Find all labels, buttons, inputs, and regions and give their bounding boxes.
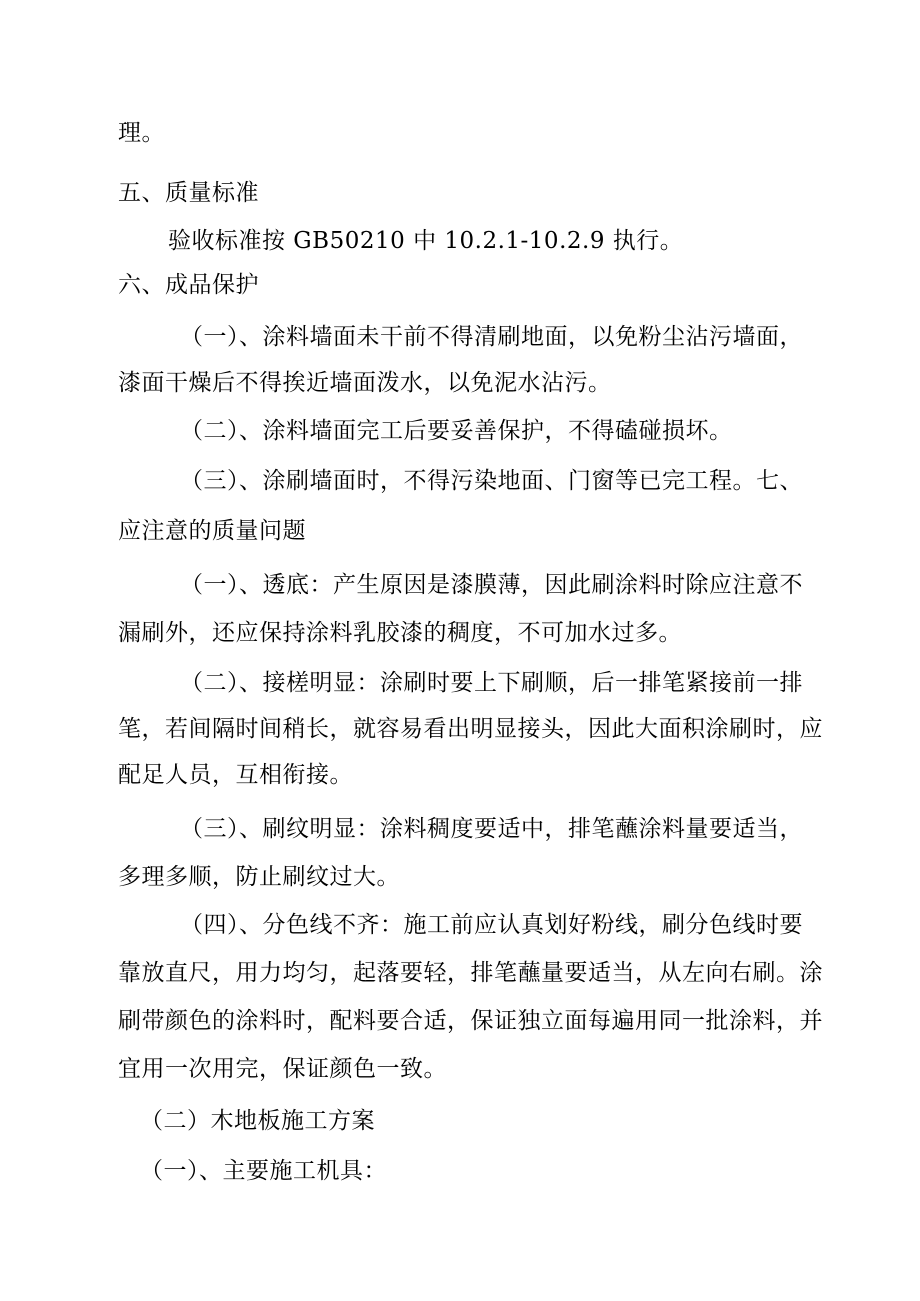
issue-2-line-3: 配足人员，互相衔接。 (118, 762, 353, 788)
paragraph-continuation: 理。 (118, 120, 165, 146)
protection-item-1-line-2: 漆面干燥后不得挨近墙面泼水，以免泥水沾污。 (118, 370, 612, 396)
section-heading-product-protection: 六、成品保护 (118, 272, 259, 298)
section-heading-quality-standard: 五、质量标准 (118, 180, 259, 206)
issue-3-line-2: 多理多顺，防止刷纹过大。 (118, 864, 400, 890)
issue-2-line-1: （二）、接槎明显：涂刷时要上下刷顺，后一排笔紧接前一排 (180, 670, 803, 696)
issue-4-line-2: 靠放直尺，用力均匀，起落要轻，排笔蘸量要适当，从左向右刷。涂 (118, 960, 823, 986)
protection-item-3-line-1: （三）、涂刷墙面时，不得污染地面、门窗等已完工程。七、 (180, 468, 803, 494)
subsection-heading-wood-floor: （二）木地板施工方案 (140, 1108, 375, 1134)
subsection-heading-main-tools: （一）、主要施工机具： (140, 1158, 387, 1184)
issue-1-line-2: 漏刷外，还应保持涂料乳胶漆的稠度，不可加水过多。 (118, 620, 682, 646)
issue-4-line-4: 宜用一次用完，保证颜色一致。 (118, 1056, 447, 1082)
section-heading-quality-issues: 应注意的质量问题 (118, 518, 306, 544)
protection-item-2: （二）、涂料墙面完工后要妥善保护，不得磕碰损坏。 (180, 418, 733, 444)
issue-2-line-2: 笔，若间隔时间稍长，就容易看出明显接头，因此大面积涂刷时，应 (118, 716, 823, 742)
acceptance-standard-text: 验收标准按 GB50210 中 10.2.1-10.2.9 执行。 (168, 228, 684, 254)
issue-4-line-1: （四）、分色线不齐：施工前应认真划好粉线，刷分色线时要 (180, 912, 803, 938)
issue-4-line-3: 刷带颜色的涂料时，配料要合适，保证独立面每遍用同一批涂料，并 (118, 1008, 823, 1034)
issue-1-line-1: （一）、透底：产生原因是漆膜薄，因此刷涂料时除应注意不 (180, 572, 803, 598)
protection-item-1-line-1: （一）、涂料墙面未干前不得清刷地面，以免粉尘沾污墙面， (180, 324, 803, 350)
issue-3-line-1: （三）、刷纹明显：涂料稠度要适中，排笔蘸涂料量要适当， (180, 816, 803, 842)
